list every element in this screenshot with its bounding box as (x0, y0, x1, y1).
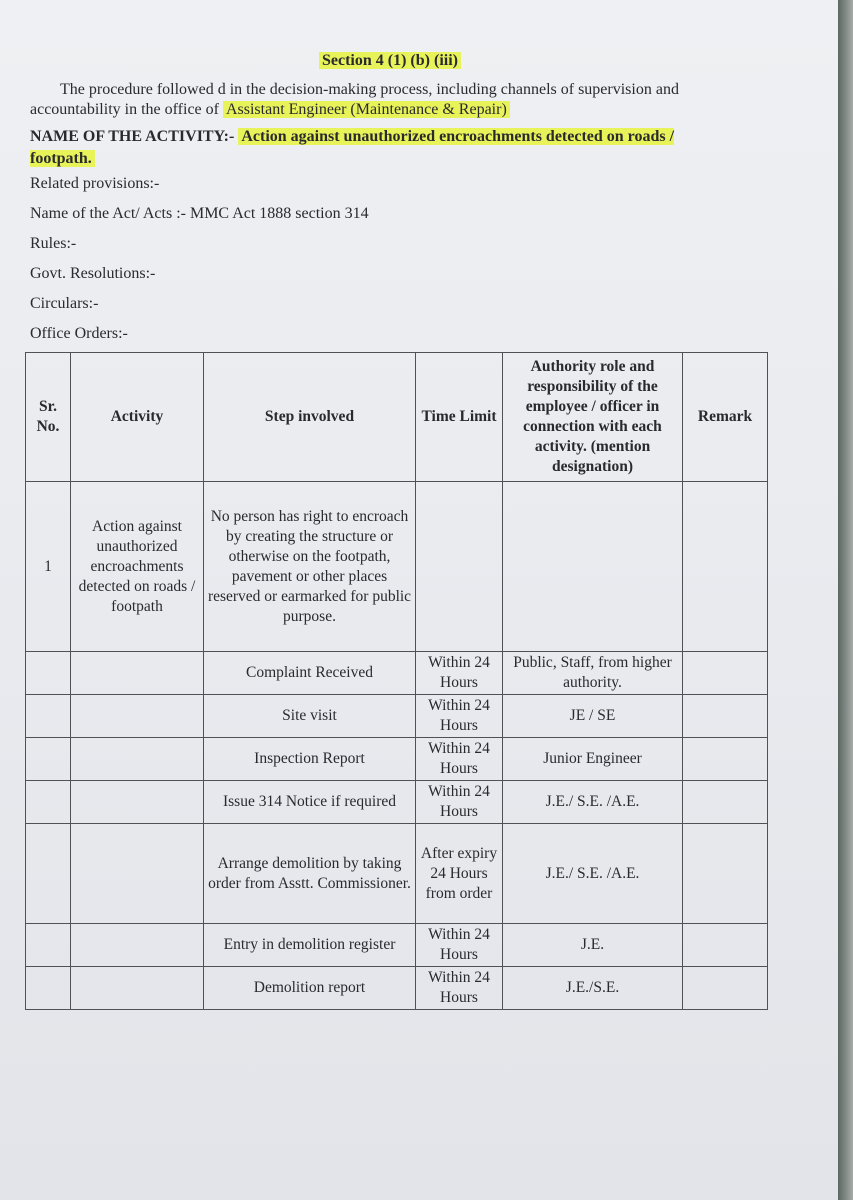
table-row (26, 695, 768, 738)
provision-item: Govt. Resolutions:- (30, 265, 156, 282)
cell-sr (26, 695, 71, 738)
cell-time: Within 24 Hours (416, 738, 503, 781)
provision-item: Rules:- (30, 235, 77, 252)
cell-activity (71, 967, 204, 1010)
cell-authority: JE / SE (503, 695, 683, 738)
cell-authority: J.E./S.E. (503, 967, 683, 1010)
cell-sr (26, 781, 71, 824)
cell-remark (683, 652, 768, 695)
cell-sr (26, 738, 71, 781)
table-row (26, 738, 768, 781)
cell-sr: 1 (26, 482, 71, 652)
header-sr-no: Sr. No. (26, 353, 71, 482)
cell-time: Within 24 Hours (416, 781, 503, 824)
cell-remark (683, 924, 768, 967)
table-row (26, 824, 768, 924)
cell-sr (26, 924, 71, 967)
cell-authority: Public, Staff, from higher authority. (503, 652, 683, 695)
cell-authority: J.E./ S.E. /A.E. (503, 824, 683, 924)
cell-activity (71, 695, 204, 738)
cell-remark (683, 967, 768, 1010)
cell-activity (71, 652, 204, 695)
provision-item: Related provisions:- (30, 175, 160, 192)
header-time-limit: Time Limit (416, 353, 503, 482)
office-name: Assistant Engineer (Maintenance & Repair) (223, 101, 510, 118)
table-row (26, 781, 768, 824)
cell-step: Inspection Report (204, 738, 416, 781)
cell-time: Within 24 Hours (416, 652, 503, 695)
cell-step: Arrange demolition by taking order from Asstt. Commissioner. (204, 824, 416, 924)
provision-item: Office Orders:- (30, 325, 128, 342)
header-authority: Authority role and responsibility of the employee / officer in connection with each activity. (mention designation) (503, 353, 683, 482)
section-title: Section 4 (1) (b) (iii) (300, 52, 480, 70)
cell-activity: Action against unauthorized encroachments detected on roads / footpath (71, 482, 204, 652)
activity-name: Action against unauthorized encroachments detected on roads / footpath. (30, 128, 675, 167)
procedure-table (25, 352, 768, 1010)
cell-activity (71, 824, 204, 924)
cell-time: After expiry 24 Hours from order (416, 824, 503, 924)
cell-sr (26, 824, 71, 924)
cell-remark (683, 824, 768, 924)
provision-item: Name of the Act/ Acts :- MMC Act 1888 section 314 (30, 205, 369, 222)
cell-step: Site visit (204, 695, 416, 738)
intro-paragraph (30, 80, 770, 120)
cell-activity (71, 924, 204, 967)
page-edge-shadow (838, 0, 853, 1200)
header-step: Step involved (204, 353, 416, 482)
cell-remark (683, 781, 768, 824)
cell-remark (683, 695, 768, 738)
table-row (26, 924, 768, 967)
header-remark: Remark (683, 353, 768, 482)
cell-remark (683, 738, 768, 781)
cell-step: No person has right to encroach by creating the structure or otherwise on the footpath, pavement or other places reserved or earmarked for public purpose. (204, 482, 416, 652)
provision-item: Circulars:- (30, 295, 99, 312)
activity-label: NAME OF THE ACTIVITY:- (30, 128, 235, 145)
table-header-row (26, 353, 768, 482)
cell-step: Issue 314 Notice if required (204, 781, 416, 824)
cell-time: Within 24 Hours (416, 967, 503, 1010)
header-activity: Activity (71, 353, 204, 482)
cell-sr (26, 967, 71, 1010)
cell-authority: J.E./ S.E. /A.E. (503, 781, 683, 824)
activity-name-line (30, 126, 710, 170)
cell-authority: J.E. (503, 924, 683, 967)
cell-authority: Junior Engineer (503, 738, 683, 781)
cell-time: Within 24 Hours (416, 695, 503, 738)
cell-activity (71, 738, 204, 781)
cell-activity (71, 781, 204, 824)
cell-step: Complaint Received (204, 652, 416, 695)
cell-authority (503, 482, 683, 652)
cell-time (416, 482, 503, 652)
table-row (26, 482, 768, 652)
cell-time: Within 24 Hours (416, 924, 503, 967)
cell-step: Entry in demolition register (204, 924, 416, 967)
cell-sr (26, 652, 71, 695)
cell-remark (683, 482, 768, 652)
table-row (26, 652, 768, 695)
intro-text: The procedure followed d in the decision-making process, including channels of supervision and accountability in the office of (30, 81, 679, 118)
provisions-list (30, 174, 369, 354)
cell-step: Demolition report (204, 967, 416, 1010)
table-row (26, 967, 768, 1010)
